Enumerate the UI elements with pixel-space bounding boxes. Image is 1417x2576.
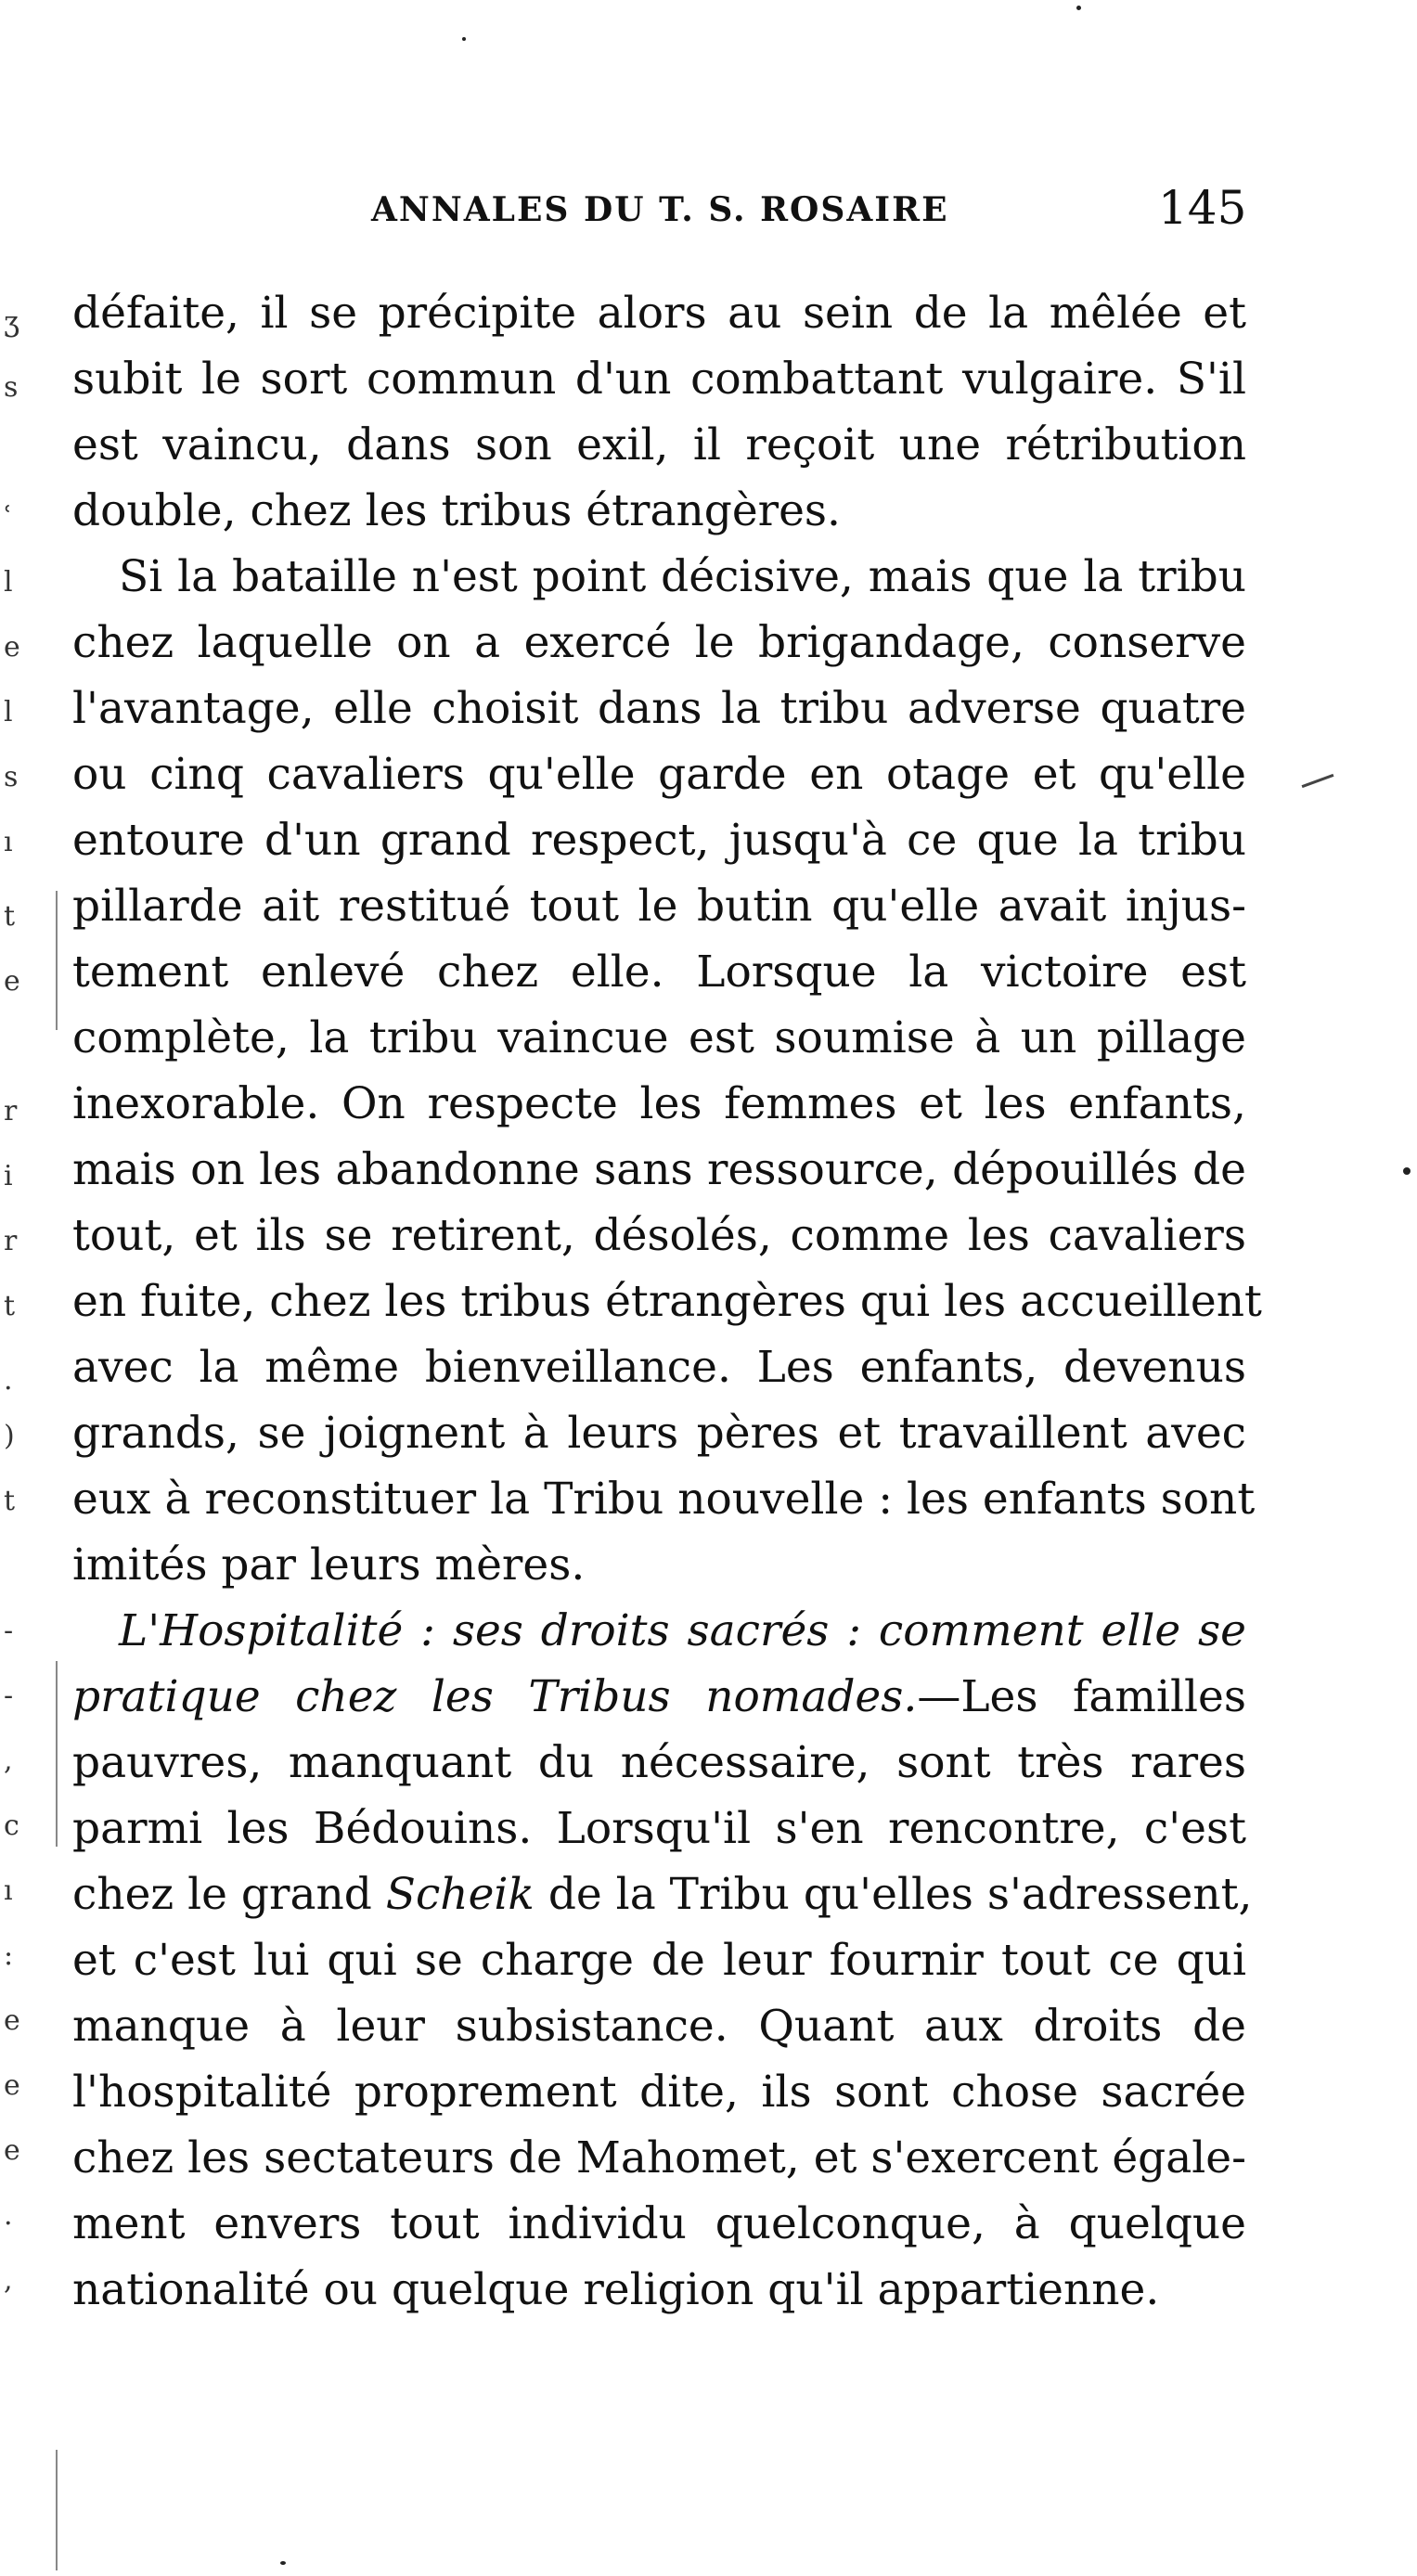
margin-mark: e [4,2134,20,2167]
text-line: et c'est lui qui se charge de leur fournir tout ce qui [72,1935,1246,1986]
text-span: —Les familles [917,1671,1246,1722]
text-line: défaite, il se précipite alors au sein de la mêlée et [72,288,1246,339]
margin-mark: s [4,371,19,404]
margin-mark: r [4,1225,18,1257]
stray-speck [280,2561,286,2565]
margin-mark: ʿ [4,501,13,534]
margin-mark: e [4,2004,20,2037]
text-line: pauvres, manquant du nécessaire, sont très rares [72,1737,1246,1788]
text-line: grands, se joignent à leurs pères et travaillent avec [72,1408,1246,1459]
section-heading: pratique chez les Tribus nomades. [72,1671,918,1722]
text-line [72,1664,1246,1730]
margin-mark: , [4,2264,13,2297]
text-line: manque à leur subsistance. Quant aux droits de [72,2001,1246,2052]
text-span: chez le grand [72,1869,386,1920]
margin-mark: - [4,1615,14,1647]
gutter-rule [56,891,58,1030]
text-line: ou cinq cavaliers qu'elle garde en otage et qu'elle [72,749,1246,800]
running-head [0,181,1417,237]
text-line: l'avantage, elle choisit dans la tribu adverse quatre [72,683,1246,734]
text-line: tement enlevé chez elle. Lorsque la victoire est [72,947,1246,998]
text-line: chez laquelle on a exercé le brigandage, conserve [72,617,1246,668]
margin-mark: e [4,965,20,998]
text-line [72,1861,1253,1927]
margin-mark: ) [4,1420,15,1452]
margin-mark: t [4,1485,16,1517]
text-line: eux à reconstituer la Tribu nouvelle : les enfants sont [72,1474,1256,1525]
gutter-rule [56,2450,58,2570]
margin-mark: : [4,1939,14,1972]
left-margin-bleed [0,306,22,2441]
text-line: subit le sort commun d'un combattant vulgaire. S'il [72,354,1246,405]
margin-mark: t [4,900,16,933]
text-line: imités par leurs mères. [72,1539,586,1591]
text-line: parmi les Bédouins. Lorsqu'il s'en rencontre, c'est [72,1803,1246,1854]
text-line: Si la bataille n'est point décisive, mais que la tribu [119,551,1246,602]
text-span: de la Tribu qu'elles s'adressent, [534,1869,1253,1920]
stray-speck [462,37,466,41]
margin-mark: c [4,1810,19,1842]
margin-mark: . [4,1364,13,1397]
margin-mark: r [4,1095,18,1127]
text-line: inexorable. On respecte les femmes et les enfants, [72,1078,1246,1129]
text-line: tout, et ils se retirent, désolés, comme les cavaliers [72,1210,1246,1261]
margin-mark: e [4,2069,20,2102]
text-line: avec la même bienveillance. Les enfants, devenus [72,1342,1246,1393]
margin-mark: l [4,696,13,728]
stray-speck [1076,6,1081,10]
margin-mark: . [4,2199,13,2232]
margin-mark: e [4,631,20,663]
margin-mark: - [4,1680,14,1712]
text-line: ment envers tout individu quelconque, à quelque [72,2198,1246,2249]
section-heading-line: L'Hospitalité : ses droits sacrés : comment elle se [119,1605,1246,1656]
text-line: l'hospitalité proprement dite, ils sont chose sacrée [72,2067,1246,2118]
margin-mark: ı [4,1874,13,1907]
text-line: double, chez les tribus étrangères. [72,485,841,536]
margin-mark: t [4,1290,16,1322]
running-title: ANNALES DU T. S. ROSAIRE [371,190,949,229]
scheik-term: Scheik [385,1869,535,1920]
margin-mark: l [4,566,13,599]
text-line: chez les sectateurs de Mahomet, et s'exercent égale- [72,2132,1246,2183]
margin-mark: ʒ [4,306,19,339]
text-line: pillarde ait restitué tout le butin qu'elle avait injus- [72,881,1246,932]
text-line: entoure d'un grand respect, jusqu'à ce que la tribu [72,815,1246,866]
stray-mark [1302,774,1334,788]
text-line: nationalité ou quelque religion qu'il appartienne. [72,2264,1160,2315]
stray-speck [1403,1167,1411,1175]
margin-mark: s [4,761,19,793]
text-line: en fuite, chez les tribus étrangères qui les accueillent [72,1276,1262,1327]
gutter-rule [56,1661,58,1847]
margin-mark: i [4,1160,13,1192]
text-line: complète, la tribu vaincue est soumise à un pillage [72,1012,1246,1063]
text-line: mais on les abandonne sans ressource, dépouillés de [72,1144,1246,1195]
body-text [72,280,1262,2323]
margin-mark: ı [4,826,13,858]
text-line: est vaincu, dans son exil, il reçoit une rétribution [72,419,1246,470]
page-number: 145 [1158,181,1247,235]
margin-mark: , [4,1745,13,1777]
